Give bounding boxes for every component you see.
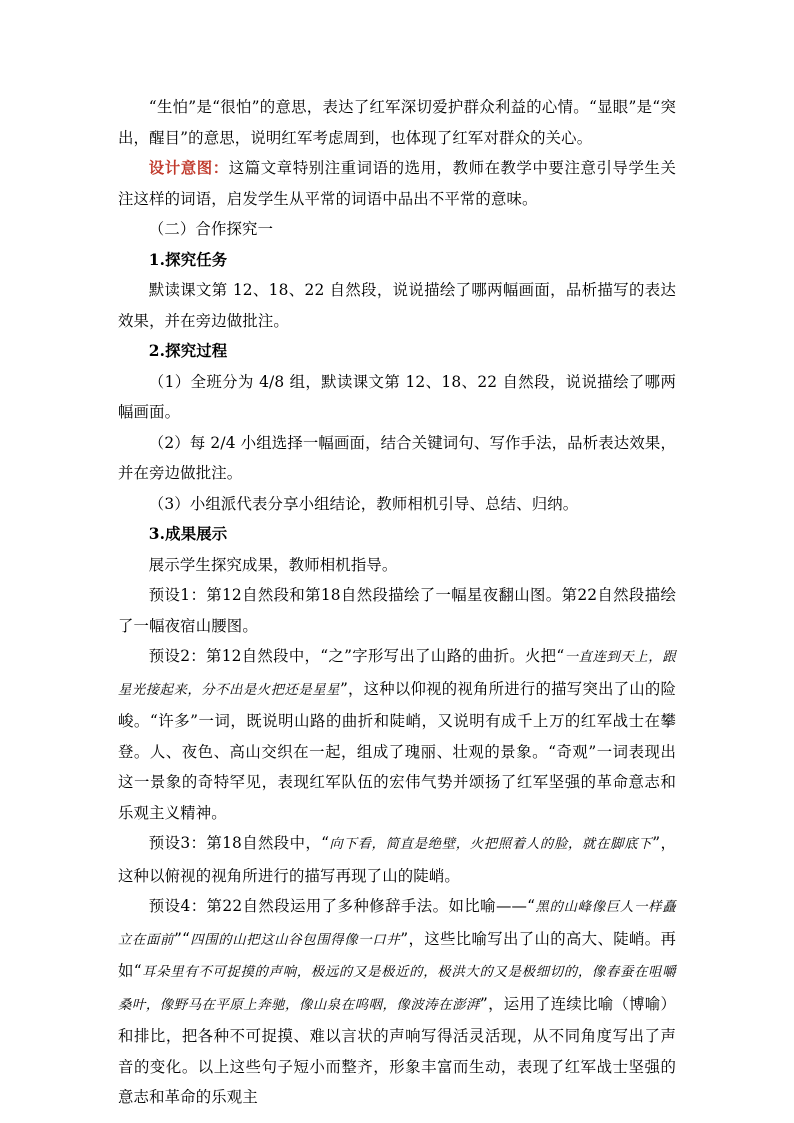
preset-4-text-b: ”“ xyxy=(174,929,191,948)
preset-4-text-d: ”，运用了连续比喻（博喻）和排比，把各种不可捉摸、难以言状的声响写得活灵活现，从不同角度写出了声音的变化。以上这些句子短小而整齐，形象丰富而生动，表现了红军战士坚强的意志和革命的乐观主 xyxy=(118,994,676,1106)
preset-3-text-a: 预设3：第18自然段中，“ xyxy=(148,834,330,852)
process-step-1: （1）全班分为 4/8 组，默读课文第 12、18、22 自然段，说说描绘了哪两幅画面。 xyxy=(118,372,676,421)
preset-3-quote: 向下看，简直是绝壁，火把照着人的脸，就在脚底下 xyxy=(329,837,653,852)
design-intent-label: 设计意图： xyxy=(148,159,229,177)
preset-2-text-a: 预设2：第12自然段中，“之”字形写出了山路的曲折。火把“ xyxy=(148,647,565,665)
preset-1: 预设1：第12自然段和第18自然段描绘了一幅星夜翻山图。第22自然段描绘了一幅夜宿山腰图。 xyxy=(118,586,676,635)
preset-4-quote-1: 黑的山峰像巨人一样矗立在面前 xyxy=(118,900,676,948)
preset-4-text-a: 预设4：第22自然段运用了多种修辞手法。如比喻——“ xyxy=(148,897,536,915)
preset-4 xyxy=(118,891,676,1113)
paragraph-word-meaning: “生怕”是“很怕”的意思，表达了红军深切爱护群众利益的心情。“显眼”是“突出，醒目”的意思，说明红军考虑周到，也体现了红军对群众的关心。 xyxy=(118,98,676,147)
preset-2-quote: 一直连到天上，跟星光接起来，分不出是火把还是星星 xyxy=(118,650,676,698)
paragraph-design-intent xyxy=(118,153,676,214)
task-title: 1.探究任务 xyxy=(148,250,228,269)
design-intent-text: 这篇文章特别注重词语的选用，教师在教学中要注意引导学生关注这样的词语，启发学生从平常的词语中品出不平常的意味。 xyxy=(118,159,676,208)
preset-3 xyxy=(118,828,676,891)
process-step-3: （3）小组派代表分享小组结论，教师相机引导、总结、归纳。 xyxy=(148,494,579,513)
preset-2-text-b: ”，这种以仰视的视角所进行的描写突出了山的险峻。“许多”一词，既说明山路的曲折和陡峭，又说明有成千上万的红军战士在攀登。人、夜色、高山交织在一起，组成了瑰丽、壮观的景象。“奇观”一词表现出这一景象的奇特罕见，表现红军队伍的宏伟气势并颂扬了红军坚强的革命意志和乐观主义精神。 xyxy=(118,679,676,822)
document-page xyxy=(118,92,676,1113)
results-title: 3.成果展示 xyxy=(148,525,228,543)
preset-4-text-c: ”，这些比喻写出了山的高大、陡峭。再如“ xyxy=(118,929,676,980)
preset-4-quote-3: 耳朵里有不可捉摸的声响，极远的又是极近的，极洪大的又是极细切的，像春蚕在咀嚼桑叶，像野马在平原上奔驰，像山泉在呜咽，像波涛在澎湃 xyxy=(118,965,676,1013)
preset-2 xyxy=(118,641,676,828)
task-text: 默读课文第 12、18、22 自然段，说说描绘了哪两幅画面，品析描写的表达效果，并在旁边做批注。 xyxy=(118,281,676,330)
preset-4-quote-2: 四围的山把这山谷包围得像一口井 xyxy=(190,932,401,948)
results-intro: 展示学生探究成果，教师相机指导。 xyxy=(148,555,398,574)
preset-3-text-b: ”，这种以俯视的视角所进行的描写再现了山的陡峭。 xyxy=(118,834,677,885)
process-step-2: （2）每 2/4 小组选择一幅画面，结合关键词句、写作手法，品析表达效果，并在旁边做批注。 xyxy=(118,433,676,482)
process-title: 2.探究过程 xyxy=(148,342,228,360)
section-title: （二）合作探究一 xyxy=(148,220,274,238)
